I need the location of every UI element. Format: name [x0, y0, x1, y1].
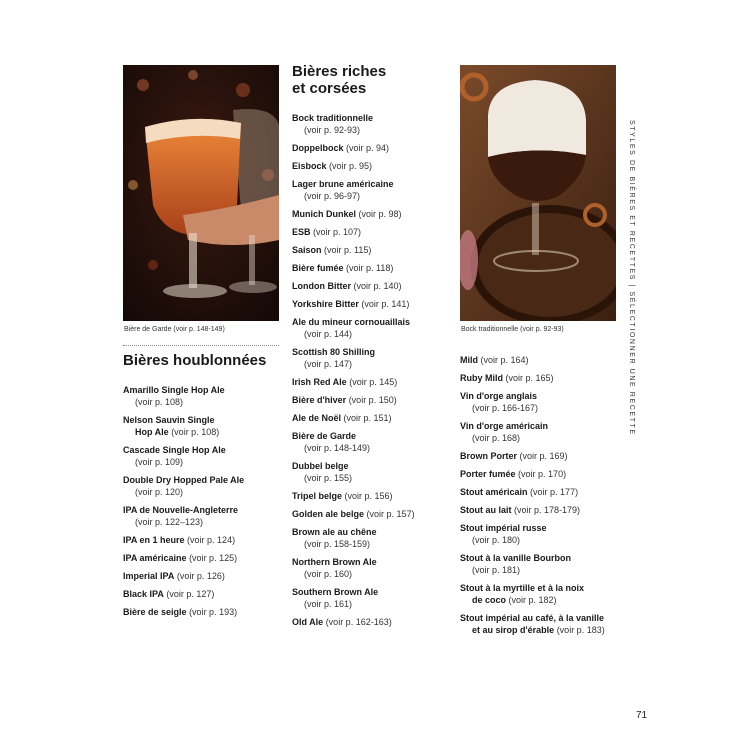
rich-beer-list [292, 112, 452, 634]
recipe-second-line [292, 598, 452, 610]
recipe-entry [123, 588, 283, 600]
recipe-name-continued: de coco [472, 595, 507, 605]
recipe-name: IPA américaine [123, 553, 187, 563]
recipe-name: Dubbel belge [292, 461, 349, 471]
page-reference: (voir p. 150) [348, 395, 397, 405]
recipe-second-line [460, 534, 620, 546]
recipe-entry [123, 474, 283, 498]
recipe-second-line [460, 564, 620, 576]
page-reference: (voir p. 118) [346, 263, 394, 273]
recipe-entry [123, 414, 283, 438]
recipe-second-line [460, 594, 620, 606]
section-title-line: Bières riches [292, 63, 387, 80]
page-reference: (voir p. 157) [366, 509, 415, 519]
recipe-name: Amarillo Single Hop Ale [123, 385, 225, 395]
recipe-name-continued: Hop Ale [135, 427, 169, 437]
recipe-second-line [123, 396, 283, 408]
page-reference: (voir p. 181) [472, 565, 521, 575]
recipe-entry [460, 372, 620, 384]
recipe-name: Ale du mineur cornouaillais [292, 317, 411, 327]
page-reference: (voir p. 177) [530, 487, 579, 497]
recipe-name: Ruby Mild [460, 373, 503, 383]
page-reference: (voir p. 126) [176, 571, 225, 581]
recipe-name: Lager brune américaine [292, 179, 394, 189]
recipe-second-line [292, 358, 452, 370]
page-number: 71 [636, 710, 648, 721]
recipe-entry [460, 552, 620, 576]
recipe-name: Bière de Garde [292, 431, 357, 441]
recipe-name: ESB [292, 227, 311, 237]
recipe-name-continued: et au sirop d'érable [472, 625, 555, 635]
recipe-entry [292, 298, 452, 310]
page-reference: (voir p. 95) [329, 161, 373, 171]
photo-bock-traditionnelle [460, 65, 616, 321]
recipe-entry [292, 142, 452, 154]
sidebar-running-header: STYLES DE BIÈRES ET RECETTES | SÉLECTIONNER UNE RECETTE [628, 120, 635, 436]
page-reference: (voir p. 178-179) [514, 505, 581, 515]
recipe-name: Black IPA [123, 589, 164, 599]
recipe-entry [292, 394, 452, 406]
recipe-entry [123, 384, 283, 408]
page-reference: (voir p. 168) [472, 433, 521, 443]
recipe-second-line [292, 538, 452, 550]
recipe-name: Stout américain [460, 487, 528, 497]
recipe-entry [123, 606, 283, 618]
recipe-name: Bock traditionnelle [292, 113, 374, 123]
recipe-name: Yorkshire Bitter [292, 299, 359, 309]
recipe-entry [292, 316, 452, 340]
recipe-entry [460, 420, 620, 444]
recipe-entry [460, 582, 620, 606]
recipe-second-line [123, 486, 283, 498]
recipe-name: Bière d'hiver [292, 395, 347, 405]
recipe-entry [292, 490, 452, 502]
page-reference: (voir p. 165) [505, 373, 554, 383]
beer-glass-dark-image [460, 65, 616, 321]
recipe-entry [292, 412, 452, 424]
page-reference: (voir p. 183) [556, 625, 605, 635]
dark-beer-list [460, 354, 620, 642]
recipe-entry [123, 534, 283, 546]
recipe-name: Stout à la vanille Bourbon [460, 553, 572, 563]
recipe-entry [292, 556, 452, 580]
recipe-second-line [292, 328, 452, 340]
recipe-entry [292, 262, 452, 274]
page-reference: (voir p. 162-163) [325, 617, 392, 627]
recipe-name: Brown ale au chêne [292, 527, 377, 537]
page-reference: (voir p. 108) [135, 397, 184, 407]
recipe-entry [292, 526, 452, 550]
section-divider [123, 345, 279, 346]
recipe-second-line [123, 426, 283, 438]
page-reference: (voir p. 164) [480, 355, 529, 365]
page-reference: (voir p. 115) [324, 245, 372, 255]
page-reference: (voir p. 92-93) [304, 125, 361, 135]
recipe-entry [292, 508, 452, 520]
recipe-name: Stout impérial au café, à la vanille [460, 613, 605, 623]
recipe-name: Bière fumée [292, 263, 344, 273]
recipe-entry [292, 460, 452, 484]
recipe-name: Tripel belge [292, 491, 343, 501]
recipe-second-line [123, 456, 283, 468]
recipe-second-line [460, 402, 620, 414]
page-reference: (voir p. 158-159) [304, 539, 371, 549]
recipe-name: Saison [292, 245, 322, 255]
recipe-second-line [292, 472, 452, 484]
page-reference: (voir p. 180) [472, 535, 521, 545]
recipe-name: IPA de Nouvelle-Angleterre [123, 505, 239, 515]
recipe-entry [292, 178, 452, 202]
page-reference: (voir p. 108) [171, 427, 220, 437]
recipe-entry [123, 444, 283, 468]
page-reference: (voir p. 125) [189, 553, 238, 563]
recipe-entry [460, 504, 620, 516]
page-reference: (voir p. 140) [353, 281, 402, 291]
photo-caption: Bock traditionnelle (voir p. 92-93) [461, 326, 564, 333]
page-reference: (voir p. 156) [344, 491, 393, 501]
recipe-name: Old Ale [292, 617, 324, 627]
recipe-name: Ale de Noël [292, 413, 342, 423]
recipe-name: Stout à la myrtille et à la noix [460, 583, 585, 593]
recipe-entry [460, 450, 620, 462]
recipe-entry [292, 244, 452, 256]
recipe-name: Stout au lait [460, 505, 512, 515]
recipe-entry [292, 208, 452, 220]
recipe-entry [292, 160, 452, 172]
page-reference: (voir p. 169) [519, 451, 568, 461]
recipe-entry [292, 346, 452, 370]
recipe-second-line [123, 516, 283, 528]
page-reference: (voir p. 96-97) [304, 191, 361, 201]
beer-glass-amber-image [123, 65, 279, 321]
recipe-name: Mild [460, 355, 478, 365]
recipe-name: Northern Brown Ale [292, 557, 377, 567]
recipe-second-line [292, 568, 452, 580]
page-reference: (voir p. 122–123) [135, 517, 204, 527]
recipe-name: Munich Dunkel [292, 209, 357, 219]
recipe-second-line [292, 190, 452, 202]
page-reference: (voir p. 147) [304, 359, 353, 369]
recipe-entry [460, 390, 620, 414]
section-title-line: et corsées [292, 80, 367, 97]
page-reference: (voir p. 151) [343, 413, 392, 423]
recipe-name: London Bitter [292, 281, 351, 291]
recipe-name: Irish Red Ale [292, 377, 347, 387]
recipe-name: Nelson Sauvin Single [123, 415, 215, 425]
page-reference: (voir p. 155) [304, 473, 353, 483]
recipe-entry [292, 430, 452, 454]
page-reference: (voir p. 144) [304, 329, 353, 339]
recipe-entry [460, 612, 620, 636]
recipe-name: Eisbock [292, 161, 327, 171]
recipe-second-line [292, 124, 452, 136]
recipe-name: Vin d'orge américain [460, 421, 549, 431]
recipe-name: Doppelbock [292, 143, 344, 153]
recipe-name: Golden ale belge [292, 509, 365, 519]
page-reference: (voir p. 160) [304, 569, 353, 579]
photo-biere-de-garde [123, 65, 279, 321]
recipe-entry [292, 616, 452, 628]
page-reference: (voir p. 193) [189, 607, 238, 617]
recipe-entry [460, 522, 620, 546]
recipe-name: Brown Porter [460, 451, 518, 461]
recipe-name: Double Dry Hopped Pale Ale [123, 475, 245, 485]
recipe-name: Porter fumée [460, 469, 516, 479]
page-reference: (voir p. 124) [187, 535, 236, 545]
recipe-entry [292, 586, 452, 610]
section-title-houblonnees: Bières houblonnées [123, 352, 267, 369]
page-reference: (voir p. 148-149) [304, 443, 371, 453]
recipe-second-line [460, 624, 620, 636]
recipe-name: IPA en 1 heure [123, 535, 185, 545]
recipe-name: Vin d'orge anglais [460, 391, 537, 401]
page-reference: (voir p. 166-167) [472, 403, 539, 413]
page-reference: (voir p. 141) [361, 299, 410, 309]
section-title-riches [292, 63, 386, 97]
recipe-entry [460, 354, 620, 366]
page-reference: (voir p. 161) [304, 599, 353, 609]
recipe-entry [123, 552, 283, 564]
recipe-name: Bière de seigle [123, 607, 187, 617]
page-reference: (voir p. 145) [349, 377, 398, 387]
recipe-entry [460, 468, 620, 480]
recipe-second-line [460, 432, 620, 444]
page-reference: (voir p. 170) [518, 469, 567, 479]
recipe-name: Southern Brown Ale [292, 587, 379, 597]
recipe-name: Stout impérial russe [460, 523, 547, 533]
recipe-entry [460, 486, 620, 498]
recipe-entry [123, 570, 283, 582]
recipe-entry [123, 504, 283, 528]
page-reference: (voir p. 94) [346, 143, 390, 153]
page-reference: (voir p. 127) [166, 589, 215, 599]
recipe-name: Scottish 80 Shilling [292, 347, 376, 357]
recipe-name: Imperial IPA [123, 571, 175, 581]
recipe-second-line [292, 442, 452, 454]
page-reference: (voir p. 98) [358, 209, 402, 219]
page-reference: (voir p. 107) [313, 227, 362, 237]
recipe-name: Cascade Single Hop Ale [123, 445, 226, 455]
page-reference: (voir p. 182) [508, 595, 557, 605]
recipe-entry [292, 226, 452, 238]
photo-caption: Bière de Garde (voir p. 148-149) [124, 326, 225, 333]
page-reference: (voir p. 120) [135, 487, 184, 497]
hoppy-beer-list [123, 384, 283, 624]
recipe-entry [292, 376, 452, 388]
recipe-entry [292, 112, 452, 136]
recipe-entry [292, 280, 452, 292]
page-reference: (voir p. 109) [135, 457, 184, 467]
